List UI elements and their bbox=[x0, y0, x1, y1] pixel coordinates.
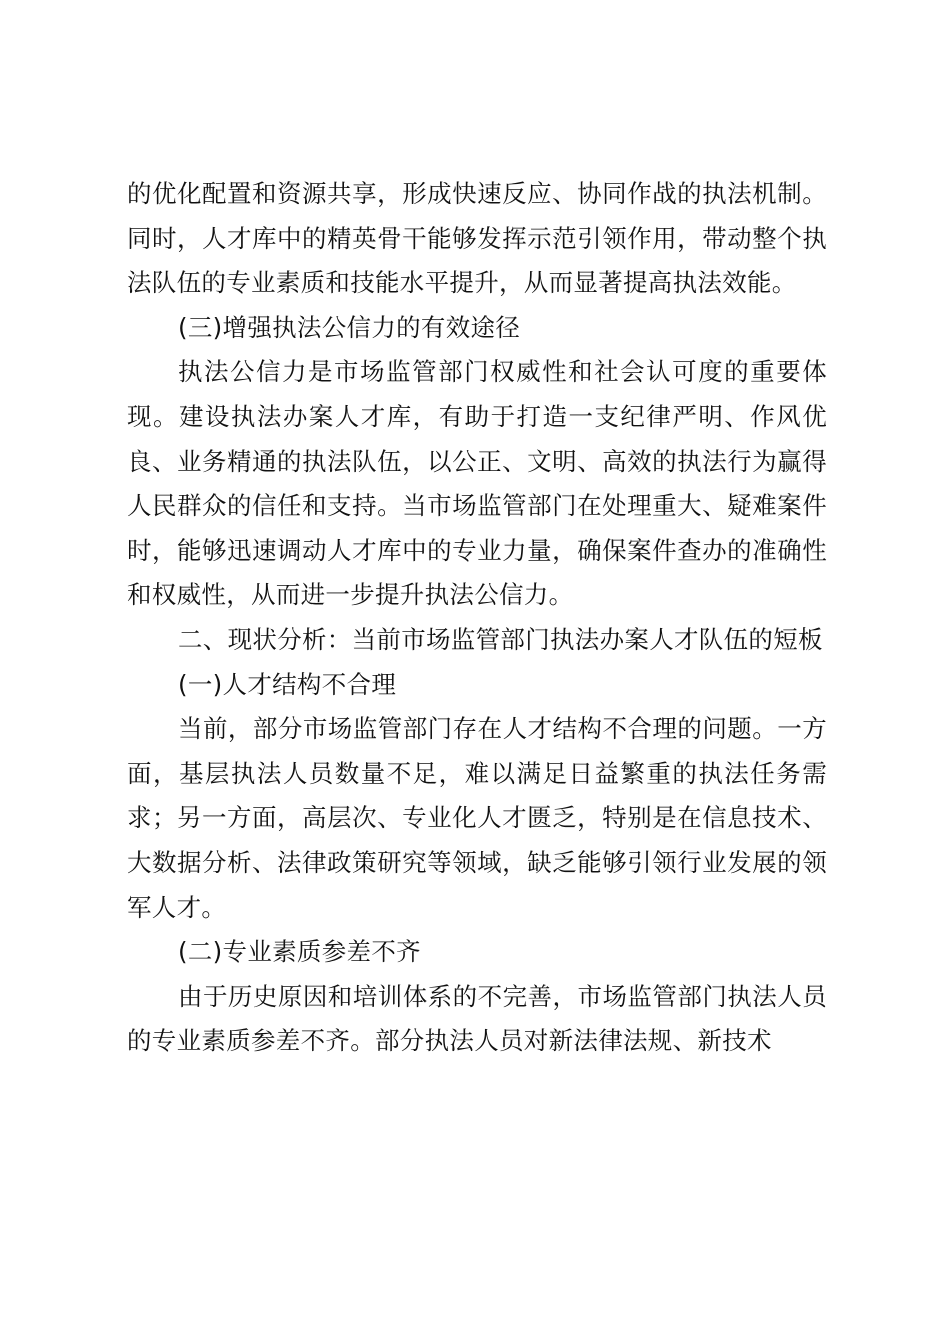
paragraph-continuation: 的优化配置和资源共享，形成快速反应、协同作战的执法机制。同时，人才库中的精英骨干能够发挥示范引领作用，带动整个执法队伍的专业素质和技能水平提升，从而显著提高执法效能。 bbox=[127, 179, 827, 298]
document-body bbox=[127, 172, 827, 1064]
paragraph-quality: 由于历史原因和培训体系的不完善，市场监管部门执法人员的专业素质参差不齐。部分执法人员对新法律法规、新技术 bbox=[127, 981, 827, 1056]
section-heading-1: (一)人才结构不合理 bbox=[178, 669, 397, 699]
paragraph-structure: 当前，部分市场监管部门存在人才结构不合理的问题。一方面，基层执法人员数量不足，难以满足日益繁重的执法任务需求；另一方面，高层次、专业化人才匮乏，特别是在信息技术、大数据分析、法律政策研究等领域，缺乏能够引领行业发展的领军人才。 bbox=[127, 714, 827, 922]
section-heading-3: (三)增强执法公信力的有效途径 bbox=[178, 312, 521, 342]
section-heading-2: (二)专业素质参差不齐 bbox=[178, 937, 421, 967]
chapter-heading-2: 二、现状分析：当前市场监管部门执法办案人才队伍的短板 bbox=[178, 624, 823, 654]
paragraph-credibility: 执法公信力是市场监管部门权威性和社会认可度的重要体现。建设执法办案人才库，有助于打造一支纪律严明、作风优良、业务精通的执法队伍，以公正、文明、高效的执法行为赢得人民群众的信任和支持。当市场监管部门在处理重大、疑难案件时，能够迅速调动人才库中的专业力量，确保案件查办的准确性和权威性，从而进一步提升执法公信力。 bbox=[127, 357, 827, 610]
